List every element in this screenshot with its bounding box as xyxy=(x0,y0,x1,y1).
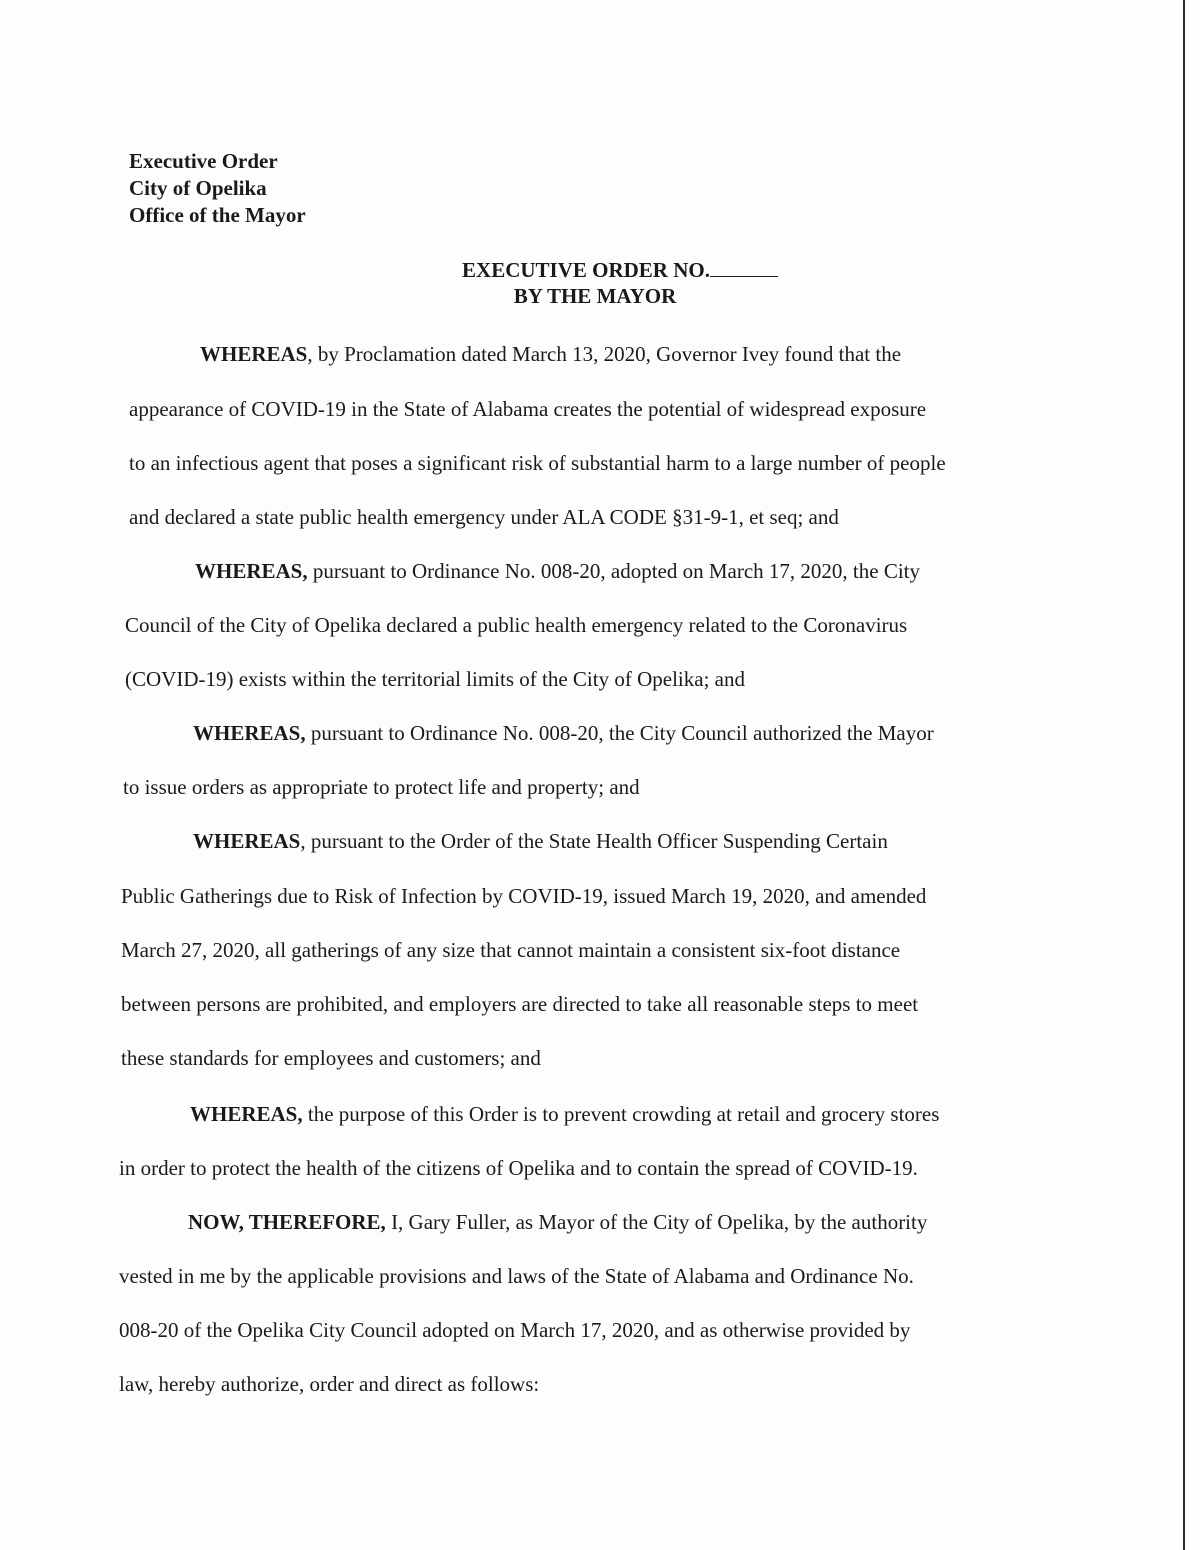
paragraph-1-line-4: and declared a state public health emergency under ALA CODE §31-9-1, et seq; and xyxy=(129,505,839,529)
paragraph-4-line-2: Public Gatherings due to Risk of Infection by COVID-19, issued March 19, 2020, and amended xyxy=(121,884,927,908)
paragraph-2-line-2: Council of the City of Opelika declared a public health emergency related to the Coronavirus xyxy=(125,613,908,637)
now-therefore-label: NOW, THEREFORE, xyxy=(188,1210,386,1234)
paragraph-4-line-4: between persons are prohibited, and employers are directed to take all reasonable steps to meet xyxy=(121,992,919,1016)
letterhead-city: City of Opelika xyxy=(129,176,267,200)
whereas-label: WHEREAS, xyxy=(193,721,306,745)
paragraph-4-line-5: these standards for employees and customers; and xyxy=(121,1046,541,1070)
letterhead-office: Office of the Mayor xyxy=(129,203,306,227)
paragraph-2-line-1: WHEREAS, pursuant to Ordinance No. 008-20, adopted on March 17, 2020, the City xyxy=(195,559,920,583)
whereas-label: WHEREAS, xyxy=(195,559,308,583)
whereas-label: WHEREAS, xyxy=(190,1102,303,1126)
whereas-label: WHEREAS xyxy=(193,829,301,853)
letterhead xyxy=(129,148,306,229)
order-number-blank xyxy=(710,258,778,277)
paragraph-3-line-1: WHEREAS, pursuant to Ordinance No. 008-20, the City Council authorized the Mayor xyxy=(193,721,934,745)
paragraph-6-line-3: 008-20 of the Opelika City Council adopted on March 17, 2020, and as otherwise provided by xyxy=(119,1318,911,1342)
paragraph-3-line-2: to issue orders as appropriate to protect life and property; and xyxy=(123,775,640,799)
paragraph-6-line-1: NOW, THEREFORE, I, Gary Fuller, as Mayor of the City of Opelika, by the authority xyxy=(188,1210,928,1234)
paragraph-4-line-3: March 27, 2020, all gatherings of any size that cannot maintain a consistent six-foot distance xyxy=(121,938,901,962)
letterhead-title: Executive Order xyxy=(129,149,278,173)
paragraph-1-line-1: WHEREAS, by Proclamation dated March 13, 2020, Governor Ivey found that the xyxy=(200,342,902,366)
paragraph-1-line-3: to an infectious agent that poses a significant risk of substantial harm to a large number of people xyxy=(129,451,946,475)
paragraph-4-line-1: WHEREAS, pursuant to the Order of the State Health Officer Suspending Certain xyxy=(193,829,888,853)
by-the-mayor-heading: BY THE MAYOR xyxy=(513,284,677,308)
paragraph-5-line-1: WHEREAS, the purpose of this Order is to prevent crowding at retail and grocery stores xyxy=(190,1102,940,1126)
scan-edge-line xyxy=(1183,0,1185,1550)
paragraph-6-line-2: vested in me by the applicable provisions and laws of the State of Alabama and Ordinance No. xyxy=(119,1264,914,1288)
paragraph-5-line-2: in order to protect the health of the citizens of Opelika and to contain the spread of COVID-19. xyxy=(119,1156,918,1180)
paragraph-2-line-3: (COVID-19) exists within the territorial limits of the City of Opelika; and xyxy=(125,667,745,691)
whereas-label: WHEREAS xyxy=(200,342,308,366)
paragraph-6-line-4: law, hereby authorize, order and direct as follows: xyxy=(119,1372,540,1396)
order-number-label: EXECUTIVE ORDER NO. xyxy=(462,258,710,282)
order-number-heading xyxy=(20,258,1200,283)
paragraph-1-line-2: appearance of COVID-19 in the State of Alabama creates the potential of widespread exposure xyxy=(129,397,927,421)
